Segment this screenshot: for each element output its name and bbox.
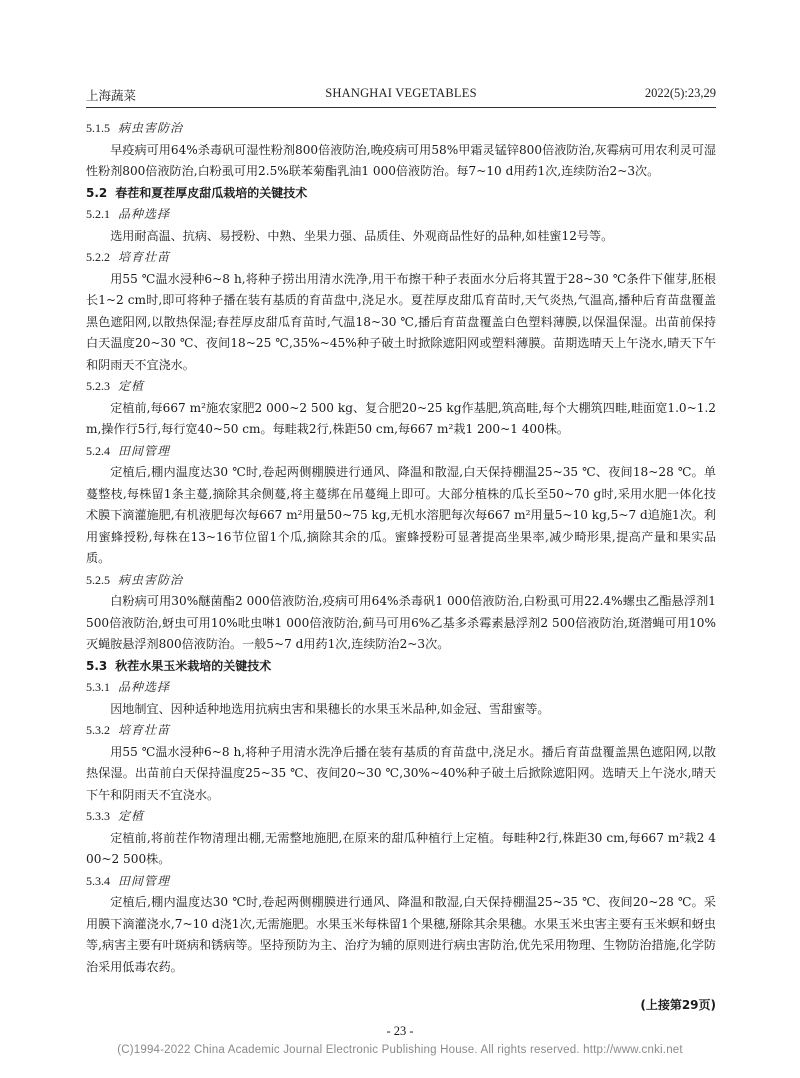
heading-number: 5.3.2 xyxy=(86,723,110,737)
paragraph: 定植后,棚内温度达30 ℃时,卷起两侧棚膜进行通风、降温和散湿,白天保持棚温25~35 ℃、夜间20~28 ℃。采用膜下滴灌浇水,7~10 d浇1次,无需施肥。水果玉米每株留1个果穗,掰除其余果穗。水果玉米虫害主要有玉米螟和蚜虫等,病害主要有叶斑病和锈病等。坚持预防为主、治疗为辅的原则进行病虫害防治,优先采用物理、生物防治措施,化学防治采用低毒农药。 xyxy=(86,895,716,974)
subsection-heading xyxy=(86,118,716,140)
heading-number: 5.3.1 xyxy=(86,680,110,694)
heading-title: 品种选择 xyxy=(118,207,171,221)
paragraph: 定植前,将前茬作物清理出棚,无需整地施肥,在原来的甜瓜种植行上定植。每畦种2行,株距30 cm,每667 m²栽2 400~2 500株。 xyxy=(86,830,716,866)
paragraph: 用55 ℃温水浸种6~8 h,将种子捞出用清水洗净,用干布擦干种子表面水分后将其置于28~30 ℃条件下催芽,胚根长1~2 cm时,即可将种子播在装有基质的育苗盘中,浇足水。夏茬厚皮甜瓜育苗时,天气炎热,气温高,播种后育苗盘覆盖黑色遮阳网,以散热保湿;春茬厚皮甜瓜育苗时,气温18~30 ℃,播后育苗盘覆盖白色塑料薄膜,以保温保湿。出苗前保持白天温度20~30 ℃、夜间18~25 ℃,35%~45%种子破土时掀除遮阳网或塑料薄膜。苗期选晴天上午浇水,晴天下午和阴雨天不宜浇水。 xyxy=(86,271,716,372)
copyright-footer: (C)1994-2022 China Academic Journal Electronic Publishing House. All rights reserved. http://www.cnki.net xyxy=(117,1044,683,1056)
heading-title: 秋茬水果玉米栽培的关键技术 xyxy=(115,658,272,673)
heading-title: 定植 xyxy=(118,809,145,823)
heading-title: 病虫害防治 xyxy=(118,121,184,135)
heading-number: 5.3.3 xyxy=(86,809,110,823)
subsection-heading xyxy=(86,806,716,828)
heading-title: 培育壮苗 xyxy=(118,723,171,737)
running-header xyxy=(86,86,716,108)
section-heading xyxy=(86,183,716,205)
subsection-heading xyxy=(86,204,716,226)
paragraph: 因地制宜、因种适种地选用抗病虫害和果穗长的水果玉米品种,如金冠、雪甜蜜等。 xyxy=(110,701,550,716)
journal-title-en: SHANGHAI VEGETABLES xyxy=(325,86,477,100)
heading-number: 5.3 xyxy=(86,658,108,673)
subsection-heading xyxy=(86,720,716,742)
heading-title: 田间管理 xyxy=(118,443,171,458)
paragraph: 白粉病可用30%醚菌酯2 000倍液防治,疫病可用64%杀毒矾1 000倍液防治,白粉虱可用22.4%螺虫乙酯悬浮剂1 500倍液防治,蚜虫可用10%吡虫啉1 000倍液防治,蓟马可用6%乙基多杀霉素悬浮剂2 500倍液防治,斑潜蝇可用10%灭蝇胺悬浮剂800倍液防治。一般5~7 d用药1次,连续防治2~3次。 xyxy=(86,594,716,651)
section-heading xyxy=(86,656,716,678)
subsection-heading xyxy=(86,677,716,699)
heading-title: 定植 xyxy=(118,379,145,393)
heading-number: 5.3.4 xyxy=(86,873,110,888)
paragraph: 早疫病可用64%杀毒矾可湿性粉剂800倍液防治,晚疫病可用58%甲霜灵锰锌800倍液防治,灰霉病可用农利灵可湿性粉剂800倍液防治,白粉虱可用2.5%联苯菊酯乳油1 000倍液防治。每7~10 d用药1次,连续防治2~3次。 xyxy=(86,142,716,178)
heading-number: 5.2 xyxy=(86,185,108,200)
paragraph: 定植后,棚内温度达30 ℃时,卷起两侧棚膜进行通风、降温和散湿,白天保持棚温25~35 ℃、夜间18~28 ℃。单蔓整枝,每株留1条主蔓,摘除其余侧蔓,将主蔓绑在吊蔓绳上即可。大部分植株的瓜长至50~70 g时,采用水肥一体化技术膜下滴灌施肥,有机液肥每次每667 m²用量50~75 kg,无机水溶肥每次每667 m²用量5~10 kg,5~7 d追施1次。利用蜜蜂授粉,每株在13~16节位留1个瓜,摘除其余的瓜。蜜蜂授粉可显著提高坐果率,减少畸形果,提高产量和果实品质。 xyxy=(86,465,716,565)
heading-title: 病虫害防治 xyxy=(118,572,184,587)
heading-title: 品种选择 xyxy=(118,680,171,694)
heading-number: 5.2.3 xyxy=(86,379,110,393)
subsection-heading xyxy=(86,441,716,463)
heading-number: 5.2.4 xyxy=(86,443,110,458)
subsection-heading xyxy=(86,247,716,269)
continued-note: (上接第29页) xyxy=(640,998,716,1012)
heading-title: 春茬和夏茬厚皮甜瓜栽培的关键技术 xyxy=(115,185,308,200)
subsection-heading xyxy=(86,871,716,893)
paragraph: 定植前,每667 m²施农家肥2 000~2 500 kg、复合肥20~25 kg作基肥,筑高畦,每个大棚筑四畦,畦面宽1.0~1.2 m,操作行5行,每行宽40~50 cm。每畦栽2行,株距50 cm,每667 m²栽1 200~1 400株。 xyxy=(86,400,716,436)
subsection-heading xyxy=(86,570,716,592)
article-body xyxy=(86,118,716,978)
heading-number: 5.2.2 xyxy=(86,250,110,264)
heading-title: 培育壮苗 xyxy=(118,250,171,264)
page-number: - 23 - xyxy=(386,1024,414,1038)
heading-title: 田间管理 xyxy=(118,873,171,888)
heading-number: 5.2.1 xyxy=(86,207,110,221)
header-rule xyxy=(86,107,716,108)
paragraph: 选用耐高温、抗病、易授粉、中熟、坐果力强、品质佳、外观商品性好的品种,如桂蜜12号等。 xyxy=(110,228,614,243)
journal-title-cn: 上海蔬菜 xyxy=(86,88,137,103)
subsection-heading xyxy=(86,376,716,398)
issue-info: 2022(5):23,29 xyxy=(644,86,716,100)
heading-number: 5.1.5 xyxy=(86,121,110,135)
paragraph: 用55 ℃温水浸种6~8 h,将种子用清水洗净后播在装有基质的育苗盘中,浇足水。播后育苗盘覆盖黑色遮阳网,以散热保湿。出苗前白天保持温度25~35 ℃、夜间20~30 ℃,30%~40%种子破土后掀除遮阳网。选晴天上午浇水,晴天下午和阴雨天不宜浇水。 xyxy=(86,744,716,802)
heading-number: 5.2.5 xyxy=(86,572,110,587)
